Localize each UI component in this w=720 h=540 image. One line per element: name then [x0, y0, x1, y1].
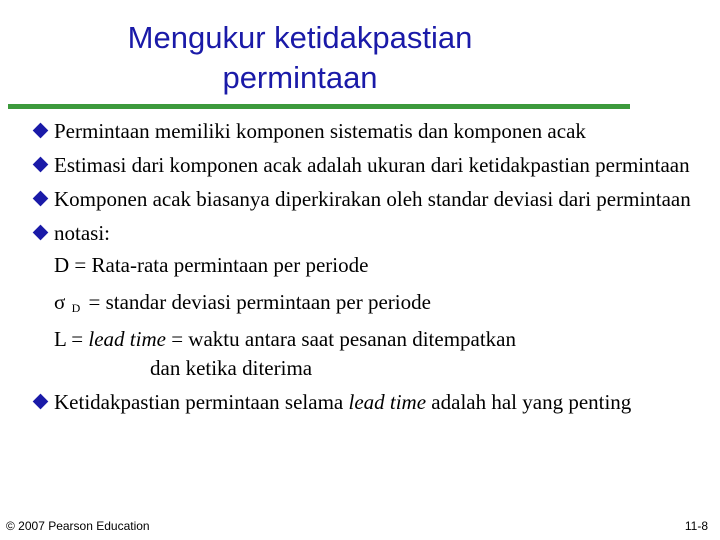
page-number: 11-8	[684, 519, 708, 533]
notation-d: D = Rata-rata permintaan per periode	[54, 253, 369, 277]
bullet-text: Permintaan memiliki komponen sistematis dan komponen acak	[54, 119, 586, 143]
diamond-bullet-icon	[33, 394, 49, 410]
title-underline	[8, 104, 630, 109]
sigma-subscript: D	[71, 301, 81, 315]
bullet-italic: lead time	[348, 390, 427, 414]
bullet-item	[30, 185, 710, 213]
title-line-1: Mengukur ketidakpastian	[127, 20, 473, 55]
footer-copyright: © 2007 Pearson Education	[6, 519, 150, 533]
sigma-definition: = standar deviasi permintaan per periode	[88, 290, 431, 314]
bullet-prefix: Ketidakpastian permintaan selama	[54, 390, 349, 414]
diamond-bullet-icon	[33, 157, 49, 173]
bullet-text: notasi:	[54, 221, 110, 245]
slide-title	[80, 18, 520, 98]
slide-body	[30, 117, 710, 422]
diamond-bullet-icon	[33, 191, 49, 207]
notation-sigma	[54, 288, 710, 322]
bullet-item	[30, 388, 710, 416]
l-prefix: L =	[54, 327, 89, 351]
notation-l	[54, 325, 710, 353]
diamond-bullet-icon	[33, 225, 49, 241]
l-definition: = waktu antara saat pesanan ditempatkan	[165, 327, 517, 351]
bullet-text: Komponen acak biasanya diperkirakan oleh standar deviasi dari permintaan	[54, 187, 691, 211]
notation-l-continuation: dan ketika diterima	[150, 356, 313, 380]
bullet-item	[30, 151, 710, 179]
sigma-symbol: σ	[54, 290, 66, 314]
bullet-item	[30, 219, 710, 247]
l-italic: lead time	[88, 327, 166, 351]
notation-block	[30, 251, 710, 382]
bullet-suffix: adalah hal yang penting	[426, 390, 632, 414]
bullet-item	[30, 117, 710, 145]
bullet-text: Estimasi dari komponen acak adalah ukuran dari ketidakpastian permintaan	[54, 153, 690, 177]
diamond-bullet-icon	[33, 123, 49, 139]
title-line-2: permintaan	[222, 60, 378, 95]
